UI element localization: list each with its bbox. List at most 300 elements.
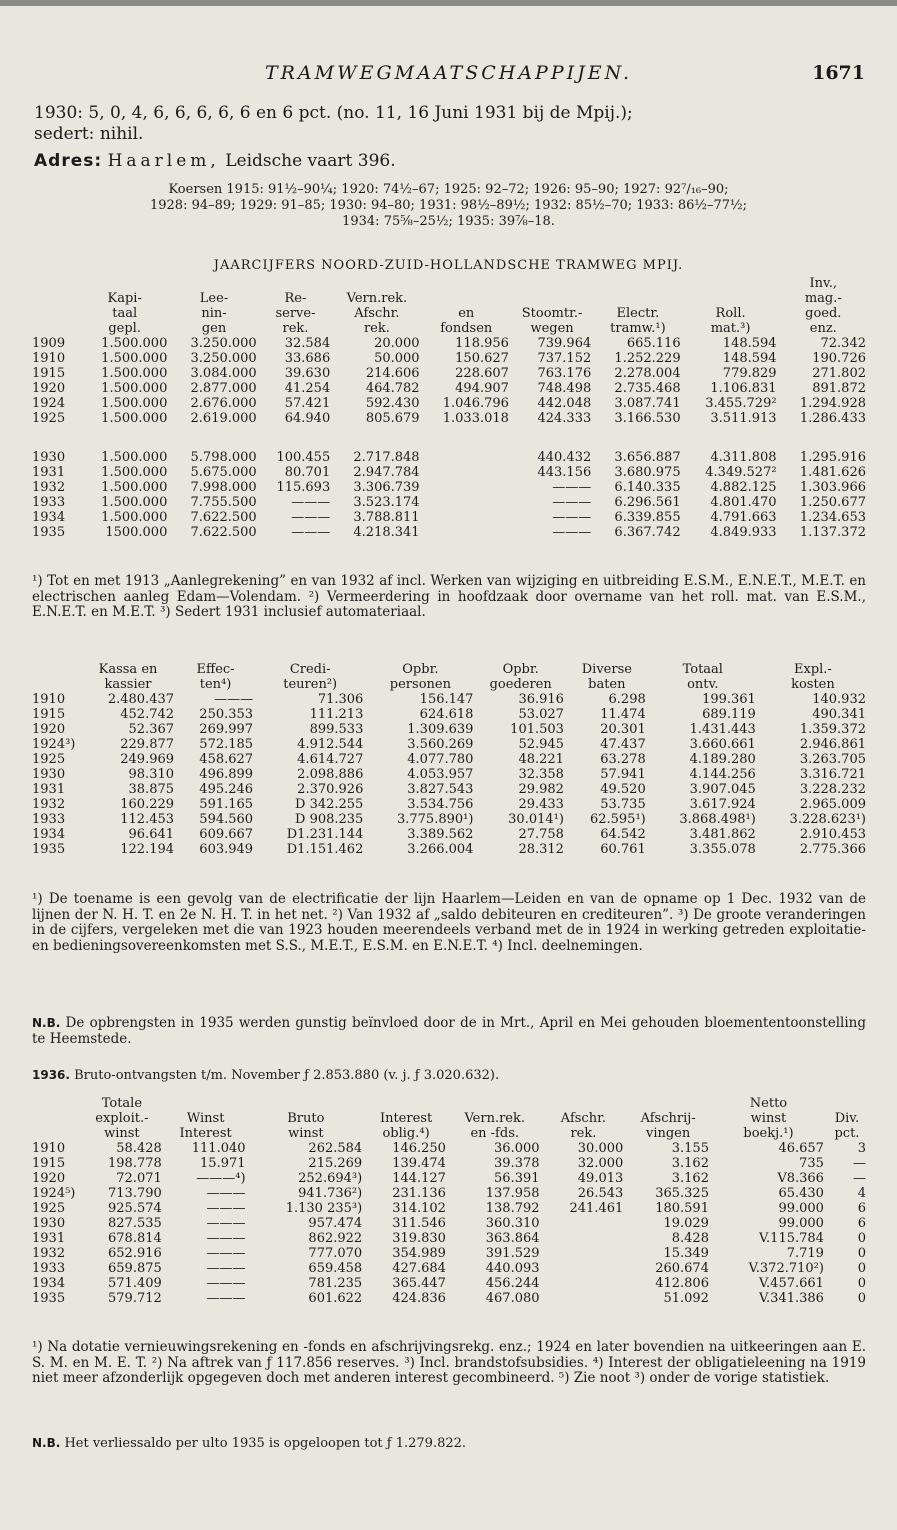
column-header: Opbr. bbox=[502, 662, 539, 677]
table-cell: 652.916 bbox=[108, 1246, 162, 1261]
header-row bbox=[30, 1126, 868, 1141]
table-cell: 2.946.861 bbox=[799, 737, 866, 752]
table-cell: 1.295.916 bbox=[799, 450, 866, 465]
bruto-text: Bruto-ontvangsten t/m. November ƒ 2.853.880 (v. j. ƒ 3.020.632). bbox=[74, 1068, 500, 1083]
table-cell: 1.500.000 bbox=[101, 396, 168, 411]
nb-label: N.B. bbox=[32, 1016, 61, 1030]
table-cell: 198.778 bbox=[108, 1156, 162, 1171]
column-header: Vern.rek. bbox=[346, 291, 408, 306]
column-header bbox=[683, 276, 779, 291]
dividend-line: 1930: 5, 0, 4, 6, 6, 6, 6, 6 en 6 pct. (no. 11, 16 Juni 1931 bij de Mpij.); bbox=[34, 103, 633, 123]
table-cell: 3.250.000 bbox=[190, 351, 257, 366]
column-header bbox=[422, 276, 511, 291]
table-cell: 4.791.663 bbox=[710, 510, 777, 525]
table-cell: 100.455 bbox=[276, 450, 331, 465]
column-header: Expl.- bbox=[794, 662, 832, 677]
table-cell: 3.775.890¹) bbox=[396, 812, 474, 827]
table-cell: 1.500.000 bbox=[101, 381, 168, 396]
table-cell: 3.534.756 bbox=[407, 797, 474, 812]
row-year: 1934 bbox=[32, 827, 66, 842]
table-cell: 1.286.433 bbox=[799, 411, 866, 426]
table-cell: 2.098.886 bbox=[297, 767, 364, 782]
table-cell: 7.719 bbox=[786, 1246, 824, 1261]
table-cell bbox=[422, 480, 511, 495]
table-cell: 148.594 bbox=[722, 351, 777, 366]
table-cell: 391.529 bbox=[485, 1246, 540, 1261]
row-gap bbox=[30, 426, 868, 450]
table-cell: 252.694³) bbox=[298, 1171, 363, 1186]
row-year: 1931 bbox=[32, 1231, 66, 1246]
table-row bbox=[30, 767, 868, 782]
table-cell: 3.481.862 bbox=[689, 827, 756, 842]
column-header: taal bbox=[112, 306, 138, 321]
column-header: Electr. bbox=[616, 306, 660, 321]
table-cell: 4.801.470 bbox=[710, 495, 777, 510]
table-cell: 15.971 bbox=[200, 1156, 246, 1171]
table-cell: 4.053.957 bbox=[407, 767, 474, 782]
koersen-line: 1928: 94–89; 1929: 91–85; 1930: 94–80; 1931: 98½–89½; 1932: 85½–70; 1933: 86½–77½; bbox=[149, 198, 748, 213]
table-cell: 260.674 bbox=[655, 1261, 709, 1276]
table-cell: 1.250.677 bbox=[799, 495, 866, 510]
nb-label: N.B. bbox=[32, 1436, 61, 1450]
table-cell bbox=[422, 525, 511, 540]
table-cell: 7.622.500 bbox=[190, 525, 257, 540]
table-cell: 571.409 bbox=[108, 1276, 162, 1291]
table-row bbox=[30, 752, 868, 767]
table-cell bbox=[422, 510, 511, 525]
table-cell: 112.453 bbox=[120, 812, 175, 827]
table-cell: 72.342 bbox=[820, 336, 866, 351]
table-cell: V8.366 bbox=[777, 1171, 824, 1186]
table-cell: 925.574 bbox=[108, 1201, 162, 1216]
row-year: 1934 bbox=[32, 1276, 66, 1291]
jaarcijfers-table bbox=[30, 276, 868, 540]
column-header bbox=[625, 1096, 711, 1111]
table-cell: — bbox=[853, 1156, 866, 1171]
scan-edge bbox=[0, 0, 897, 6]
table-cell: 241.461 bbox=[569, 1201, 624, 1216]
table-cell: ———⁴) bbox=[196, 1171, 246, 1186]
table-cell: ——— bbox=[206, 1186, 246, 1201]
table-cell: 6.298 bbox=[608, 692, 646, 707]
table-cell: 763.176 bbox=[537, 366, 592, 381]
column-header: Interest bbox=[379, 1111, 433, 1126]
table-cell: 118.956 bbox=[455, 336, 509, 351]
table-cell: 456.244 bbox=[485, 1276, 540, 1291]
table-cell: 8.428 bbox=[671, 1231, 709, 1246]
table-row bbox=[30, 366, 868, 381]
row-year: 1935 bbox=[32, 842, 66, 857]
table-cell: 0 bbox=[857, 1231, 866, 1246]
row-year: 1925 bbox=[32, 752, 66, 767]
table-cell: 51.092 bbox=[663, 1291, 709, 1306]
table-cell: 32.584 bbox=[284, 336, 331, 351]
table-cell: 250.353 bbox=[199, 707, 254, 722]
table-cell: V.341.386 bbox=[758, 1291, 824, 1306]
table-cell: 57.421 bbox=[284, 396, 331, 411]
row-year: 1932 bbox=[32, 480, 66, 495]
column-header: winst bbox=[104, 1126, 140, 1141]
header-row bbox=[30, 276, 868, 291]
table-cell: D 342.255 bbox=[295, 797, 364, 812]
table-cell: 1.359.372 bbox=[799, 722, 866, 737]
table-row bbox=[30, 450, 868, 465]
row-year: 1935 bbox=[32, 525, 66, 540]
winst-table bbox=[30, 1096, 868, 1306]
koersen-line: 1934: 75⅝–25½; 1935: 39⅞–18. bbox=[342, 214, 555, 229]
column-header: Afschr. bbox=[560, 1111, 606, 1126]
table-cell: 3.228.232 bbox=[799, 782, 866, 797]
column-header: Credi- bbox=[289, 662, 331, 677]
table-row bbox=[30, 1171, 868, 1186]
table-cell: V.372.710²) bbox=[748, 1261, 824, 1276]
table-cell: 231.136 bbox=[392, 1186, 446, 1201]
table-cell: 464.782 bbox=[365, 381, 420, 396]
table-row bbox=[30, 396, 868, 411]
column-header: Afschrij- bbox=[640, 1111, 696, 1126]
table-row bbox=[30, 722, 868, 737]
column-header: en bbox=[458, 306, 475, 321]
column-header bbox=[248, 1096, 365, 1111]
row-year: 1930 bbox=[32, 767, 66, 782]
row-year: 1915 bbox=[32, 1156, 66, 1171]
table-cell: 122.194 bbox=[120, 842, 175, 857]
column-header bbox=[826, 1096, 868, 1111]
table-cell: 3.656.887 bbox=[614, 450, 681, 465]
row-year: 1932 bbox=[32, 797, 66, 812]
table-cell: 748.498 bbox=[537, 381, 592, 396]
row-year: 1933 bbox=[32, 495, 66, 510]
table-cell: 443.156 bbox=[537, 465, 592, 480]
table-cell: 4 bbox=[857, 1186, 866, 1201]
column-header bbox=[511, 276, 593, 291]
table-cell: 1.294.928 bbox=[799, 396, 866, 411]
table-cell: 3.868.498¹) bbox=[679, 812, 756, 827]
column-header: Kapi- bbox=[107, 291, 142, 306]
table-cell: 2.619.000 bbox=[190, 411, 257, 426]
table-cell: 4.912.544 bbox=[297, 737, 364, 752]
table-cell: 496.899 bbox=[199, 767, 254, 782]
column-header: Lee- bbox=[199, 291, 229, 306]
table-cell: 739.964 bbox=[537, 336, 592, 351]
row-year: 1910 bbox=[32, 351, 66, 366]
column-header bbox=[364, 1096, 448, 1111]
table-cell: 957.474 bbox=[308, 1216, 363, 1231]
table-cell: 65.430 bbox=[778, 1186, 824, 1201]
table-cell: 3.511.913 bbox=[710, 411, 777, 426]
table-cell: 199.361 bbox=[702, 692, 756, 707]
table-cell: 39.378 bbox=[494, 1156, 540, 1171]
table-cell: ——— bbox=[206, 1216, 246, 1231]
table-cell: 49.520 bbox=[600, 782, 646, 797]
table-cell: 1.303.966 bbox=[799, 480, 866, 495]
table-cell: 2.775.366 bbox=[799, 842, 866, 857]
column-header: Totaal bbox=[682, 662, 723, 677]
table-cell: 3.455.729² bbox=[705, 396, 777, 411]
table-cell: ——— bbox=[206, 1261, 246, 1276]
table-cell: 5.675.000 bbox=[190, 465, 257, 480]
table-cell: 215.269 bbox=[308, 1156, 363, 1171]
table-cell: 3.306.739 bbox=[353, 480, 420, 495]
address-street: Leidsche vaart 396. bbox=[225, 151, 396, 171]
table-row bbox=[30, 1231, 868, 1246]
table-cell: 115.693 bbox=[276, 480, 331, 495]
table-cell: 15.349 bbox=[663, 1246, 709, 1261]
column-header: Stoomtr.- bbox=[521, 306, 583, 321]
table-cell: 32.000 bbox=[577, 1156, 624, 1171]
table-cell: 156.147 bbox=[419, 692, 474, 707]
column-header: nin- bbox=[201, 306, 227, 321]
table-row bbox=[30, 1201, 868, 1216]
table-cell: ——— bbox=[291, 525, 331, 540]
row-year: 1920 bbox=[32, 722, 66, 737]
table-cell: ——— bbox=[206, 1276, 246, 1291]
column-header bbox=[169, 276, 258, 291]
table-cell: D 908.235 bbox=[295, 812, 364, 827]
table-cell bbox=[542, 1231, 626, 1246]
table-cell: 6 bbox=[857, 1216, 866, 1231]
table-cell: 3.162 bbox=[671, 1171, 709, 1186]
table-cell: 229.877 bbox=[120, 737, 175, 752]
table-cell: 354.989 bbox=[392, 1246, 446, 1261]
nb-note bbox=[32, 1436, 866, 1452]
table-cell: 3 bbox=[857, 1141, 866, 1156]
table-cell: 30.014¹) bbox=[508, 812, 564, 827]
bruto-line bbox=[32, 1068, 866, 1084]
table-cell: 53.735 bbox=[600, 797, 646, 812]
header-row bbox=[30, 321, 868, 336]
table-cell: 3.228.623¹) bbox=[789, 812, 866, 827]
table-cell: 2.370.926 bbox=[297, 782, 364, 797]
table-cell: 1.500.000 bbox=[101, 495, 168, 510]
table-cell bbox=[422, 465, 511, 480]
table-cell: 495.246 bbox=[199, 782, 254, 797]
column-header: rek. bbox=[570, 1126, 597, 1141]
table-cell: 4.311.808 bbox=[710, 450, 777, 465]
table-cell bbox=[542, 1216, 626, 1231]
column-header bbox=[30, 677, 80, 692]
column-header: ten⁴) bbox=[199, 677, 232, 692]
table-row bbox=[30, 827, 868, 842]
column-header: goed. bbox=[805, 306, 842, 321]
table-cell: 2.735.468 bbox=[614, 381, 681, 396]
column-header: en -fds. bbox=[470, 1126, 519, 1141]
table-cell: 941.736²) bbox=[298, 1186, 363, 1201]
column-header: Bruto bbox=[287, 1111, 325, 1126]
header-row bbox=[30, 662, 868, 677]
column-header: Netto bbox=[749, 1096, 788, 1111]
table-cell: 4.349.527² bbox=[705, 465, 777, 480]
table-cell: 111.213 bbox=[309, 707, 364, 722]
column-header bbox=[30, 1096, 80, 1111]
running-head: TRAMWEGMAATSCHAPPIJEN. bbox=[264, 62, 633, 84]
row-year: 1932 bbox=[32, 1246, 66, 1261]
table-cell: 228.607 bbox=[455, 366, 509, 381]
table-row bbox=[30, 1246, 868, 1261]
row-year: 1924⁵) bbox=[32, 1186, 76, 1201]
table-cell: ——— bbox=[291, 495, 331, 510]
nb-text: De opbrengsten in 1935 werden gunstig beïnvloed door de in Mrt., April en Mei gehouden bloemententoonstelling te Heemstede. bbox=[32, 1015, 867, 1047]
table-cell: 490.341 bbox=[812, 707, 866, 722]
table-cell: 1.046.796 bbox=[442, 396, 509, 411]
table-row bbox=[30, 1261, 868, 1276]
table-cell: 452.742 bbox=[120, 707, 175, 722]
column-header: baten bbox=[588, 677, 626, 692]
table-cell: 48.221 bbox=[518, 752, 564, 767]
table-cell: 137.958 bbox=[485, 1186, 540, 1201]
table-row bbox=[30, 1141, 868, 1156]
table-cell: 4.218.341 bbox=[353, 525, 420, 540]
table-cell: ——— bbox=[206, 1201, 246, 1216]
table-cell: 4.189.280 bbox=[689, 752, 756, 767]
header-row bbox=[30, 306, 868, 321]
row-year: 1930 bbox=[32, 450, 66, 465]
table-cell: 271.802 bbox=[812, 366, 866, 381]
table-cell: 609.667 bbox=[199, 827, 254, 842]
table-cell bbox=[542, 1246, 626, 1261]
table-cell: 424.333 bbox=[537, 411, 592, 426]
column-header: enz. bbox=[809, 321, 837, 336]
table-cell: 150.627 bbox=[455, 351, 509, 366]
table-cell: 3.680.975 bbox=[614, 465, 681, 480]
column-header: tramw.¹) bbox=[610, 321, 666, 336]
column-header: winst bbox=[750, 1111, 787, 1126]
table-cell: 148.594 bbox=[722, 336, 777, 351]
table-row bbox=[30, 381, 868, 396]
table-cell: 101.503 bbox=[510, 722, 564, 737]
table-cell bbox=[542, 1276, 626, 1291]
table-cell: 50.000 bbox=[374, 351, 420, 366]
table-cell: 3.316.721 bbox=[799, 767, 866, 782]
table-cell: 27.758 bbox=[518, 827, 564, 842]
column-header bbox=[30, 276, 80, 291]
column-header: teuren²) bbox=[283, 677, 338, 692]
table-cell: 678.814 bbox=[108, 1231, 162, 1246]
table-cell: ——— bbox=[552, 510, 592, 525]
table-cell: 99.000 bbox=[778, 1216, 824, 1231]
table-cell: 365.447 bbox=[392, 1276, 446, 1291]
table-cell: 827.535 bbox=[108, 1216, 162, 1231]
table-cell: 3.155 bbox=[671, 1141, 709, 1156]
table-cell bbox=[542, 1261, 626, 1276]
table-cell: 6.140.335 bbox=[614, 480, 681, 495]
table-row bbox=[30, 782, 868, 797]
table-cell: V.115.784 bbox=[758, 1231, 824, 1246]
column-header: goederen bbox=[489, 677, 552, 692]
table-cell: 60.761 bbox=[600, 842, 646, 857]
table-row bbox=[30, 1291, 868, 1306]
table-cell: 33.686 bbox=[284, 351, 331, 366]
table-cell: 862.922 bbox=[308, 1231, 363, 1246]
column-header bbox=[80, 276, 169, 291]
table-cell: ——— bbox=[552, 525, 592, 540]
column-header: Afschr. bbox=[354, 306, 400, 321]
table-cell: 440.093 bbox=[485, 1261, 540, 1276]
address-city: Haarlem, bbox=[107, 151, 220, 171]
column-header bbox=[30, 662, 80, 677]
table-cell: 591.165 bbox=[199, 797, 254, 812]
row-year: 1910 bbox=[32, 1141, 66, 1156]
table-cell: 1.481.626 bbox=[799, 465, 866, 480]
table-cell: 1.130 235³) bbox=[285, 1201, 363, 1216]
column-header: kosten bbox=[791, 677, 835, 692]
table-cell: 4.882.125 bbox=[710, 480, 777, 495]
column-header: exploit.- bbox=[95, 1111, 149, 1126]
table-cell: 1.106.831 bbox=[710, 381, 777, 396]
table-row bbox=[30, 1156, 868, 1171]
table-cell: 144.127 bbox=[392, 1171, 446, 1186]
table-cell: 41.254 bbox=[284, 381, 331, 396]
column-header: Interest bbox=[179, 1126, 232, 1141]
table-cell: 64.940 bbox=[284, 411, 331, 426]
table-row bbox=[30, 480, 868, 495]
row-year: 1920 bbox=[32, 1171, 66, 1186]
table-cell: 56.391 bbox=[494, 1171, 540, 1186]
column-header: Effec- bbox=[196, 662, 235, 677]
table-cell bbox=[542, 1291, 626, 1306]
row-year: 1920 bbox=[32, 381, 66, 396]
table-cell: 3.523.174 bbox=[353, 495, 420, 510]
row-year: 1910 bbox=[32, 692, 66, 707]
table-cell: 442.048 bbox=[537, 396, 592, 411]
table-cell: 6.367.742 bbox=[614, 525, 681, 540]
table-row bbox=[30, 495, 868, 510]
table-cell: 412.806 bbox=[655, 1276, 709, 1291]
column-header bbox=[332, 276, 421, 291]
table-cell: 779.829 bbox=[722, 366, 777, 381]
column-header: Winst bbox=[186, 1111, 225, 1126]
table-cell: 49.013 bbox=[577, 1171, 624, 1186]
header-row bbox=[30, 1096, 868, 1111]
table-cell: 3.355.078 bbox=[689, 842, 756, 857]
table-cell: 262.584 bbox=[308, 1141, 363, 1156]
table-cell: 3.266.004 bbox=[407, 842, 474, 857]
table-cell: 2.877.000 bbox=[190, 381, 257, 396]
table-cell: 2.965.009 bbox=[799, 797, 866, 812]
column-header: Kassa en bbox=[98, 662, 158, 677]
table-cell: 1.500.000 bbox=[101, 336, 168, 351]
bruto-year: 1936. bbox=[32, 1068, 70, 1082]
row-year: 1915 bbox=[32, 707, 66, 722]
column-header: mat.³) bbox=[710, 321, 751, 336]
table-cell: 99.000 bbox=[778, 1201, 824, 1216]
column-header bbox=[259, 276, 333, 291]
table-cell: 20.000 bbox=[374, 336, 420, 351]
column-header: boekj.¹) bbox=[743, 1126, 794, 1141]
row-year: 1935 bbox=[32, 1291, 66, 1306]
column-header bbox=[30, 291, 80, 306]
table-cell: 98.310 bbox=[128, 767, 175, 782]
table-row bbox=[30, 411, 868, 426]
table-footnotes: ¹) Na dotatie vernieuwingsrekening en -fonds en afschrijvingsrekg. enz.; 1924 en later bovendien na uitkeeringen aan E. S. M. en M. E. T. ²) Na aftrek van ƒ 117.856 reserves. ³) Incl. brandstofsubsidies. ⁴) Interest der obligatieleening na 1919 niet meer afzonderlijk opgegeven doch met anderen interest gecombineerd. ⁵) Zie noot ³) onder de vorige statistiek. bbox=[32, 1339, 866, 1386]
table-cell: ——— bbox=[552, 495, 592, 510]
column-header: rek. bbox=[282, 321, 309, 336]
column-header: pct. bbox=[834, 1126, 860, 1141]
column-header: Re- bbox=[284, 291, 307, 306]
column-header: Roll. bbox=[715, 306, 746, 321]
table-row bbox=[30, 351, 868, 366]
row-year: 1924³) bbox=[32, 737, 76, 752]
table-cell: 1.309.639 bbox=[407, 722, 474, 737]
column-header: gen bbox=[201, 321, 227, 336]
table-footnotes: ¹) Tot en met 1913 „Aanlegrekening” en van 1932 af incl. Werken van wijziging en uitbreiding E.S.M., E.N.E.T., M.E.T. en electrischen aanleg Edam—Volendam. ²) Vermeerdering in hoofdzaak door overname van het roll. mat. van E.S.M., E.N.E.T. en M.E.T. ³) Sedert 1931 inclusief automateriaal. bbox=[32, 573, 866, 620]
header-row bbox=[30, 677, 868, 692]
table-cell: 7.622.500 bbox=[190, 510, 257, 525]
table-cell: 71.306 bbox=[317, 692, 364, 707]
table-row bbox=[30, 692, 868, 707]
table-cell: 3.907.045 bbox=[689, 782, 756, 797]
table-row bbox=[30, 797, 868, 812]
